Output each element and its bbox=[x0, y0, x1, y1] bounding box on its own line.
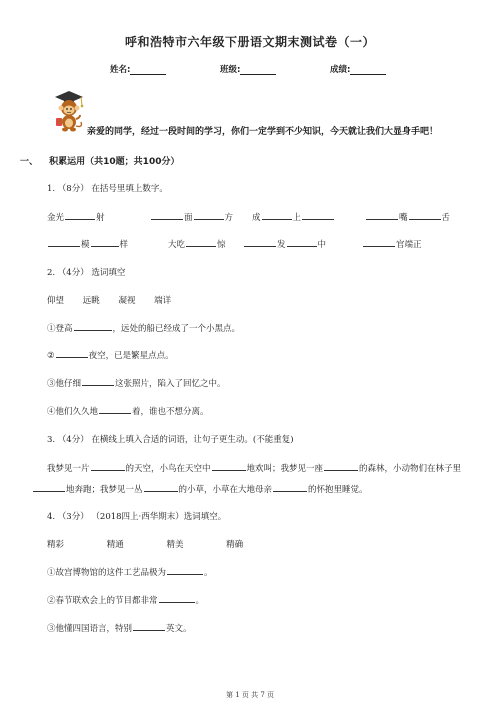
fill-blank[interactable] bbox=[186, 238, 216, 247]
greeting-text: 亲爱的同学，经过一段时间的学习，你们一定学到不少知识，今天就让我们大显身手吧！ bbox=[87, 127, 439, 137]
fill-blank[interactable] bbox=[244, 238, 276, 247]
fill-blank[interactable] bbox=[82, 377, 114, 386]
q2-sentence-4: ④他们久久地 着，谁也不想分离。 bbox=[47, 407, 209, 417]
fill-blank[interactable] bbox=[48, 238, 80, 247]
fill-blank[interactable] bbox=[194, 211, 224, 220]
q3-paragraph-line-2: 地奔跑；我梦见一丛 的小草，小草在大地母亲 的怀抱里睡觉。 bbox=[32, 483, 368, 495]
q2-option: 端详 bbox=[154, 296, 172, 306]
fill-blank[interactable] bbox=[91, 462, 125, 471]
fill-blank[interactable] bbox=[99, 405, 131, 414]
q2-option: 凝视 bbox=[118, 296, 136, 306]
question-3-stem: 3. （4分） 在横线上填入合适的词语，让句子更生动。(不能重复) bbox=[47, 435, 294, 445]
q2-sentence-1: ①登高 ，远处的船已经成了一个小黑点。 bbox=[47, 324, 241, 334]
monkey-mascot-icon bbox=[47, 88, 87, 134]
q2-sentence-2: ② 夜空，已是繁星点点。 bbox=[47, 351, 174, 361]
q1-item-2: 面 方 bbox=[150, 211, 233, 223]
fill-blank[interactable] bbox=[65, 211, 95, 220]
fill-blank[interactable] bbox=[91, 238, 119, 247]
q1-item-5: 模 样 bbox=[47, 238, 128, 250]
name-field[interactable] bbox=[110, 63, 166, 75]
name-label: 姓名: bbox=[110, 65, 131, 75]
score-field[interactable] bbox=[330, 63, 386, 75]
fill-blank[interactable] bbox=[56, 349, 88, 358]
section-title: 积累运用（共10题；共100分） bbox=[49, 157, 180, 167]
page-footer: 第 1 页 共 7 页 bbox=[225, 691, 275, 699]
q2-option: 远眺 bbox=[82, 296, 100, 306]
q4-sentence-1: ①故宫博物馆的这件工艺品极为 。 bbox=[47, 568, 213, 578]
fill-blank[interactable] bbox=[74, 322, 112, 331]
q4-options bbox=[47, 538, 243, 550]
page-title: 呼和浩特市六年级下册语文期末测试卷（一） bbox=[124, 35, 375, 49]
section-heading bbox=[20, 154, 179, 167]
question-2-stem: 2. （4分） 选词填空 bbox=[47, 268, 126, 278]
fill-blank[interactable] bbox=[409, 211, 441, 220]
section-number: 一、 bbox=[20, 157, 39, 167]
class-blank[interactable] bbox=[240, 65, 276, 75]
fill-blank[interactable] bbox=[33, 483, 65, 492]
name-blank[interactable] bbox=[130, 65, 166, 75]
q1-item-4: 嘴 舌 bbox=[365, 211, 450, 223]
fill-blank[interactable] bbox=[167, 566, 203, 575]
fill-blank[interactable] bbox=[159, 594, 195, 603]
q4-sentence-2: ②春节联欢会上的节目都非常 。 bbox=[47, 596, 205, 606]
question-1-stem: 1. （8分） 在括号里填上数字。 bbox=[47, 184, 168, 194]
fill-blank[interactable] bbox=[363, 238, 395, 247]
q1-item-7: 发 中 bbox=[243, 238, 326, 250]
fill-blank[interactable] bbox=[212, 462, 246, 471]
q1-item-8: 官端正 bbox=[362, 238, 422, 250]
fill-blank[interactable] bbox=[324, 462, 358, 471]
q1-item-3: 成 上 bbox=[252, 211, 335, 223]
q2-option: 仰望 bbox=[47, 296, 65, 306]
q3-paragraph-line-1: 我梦见一片 的天空，小鸟在天空中 地欢叫；我梦见一座 的森林，小动物们在林子里 bbox=[47, 464, 462, 474]
score-label: 成绩: bbox=[330, 65, 351, 75]
q4-sentence-3: ③他懂四国语言，特别 英文。 bbox=[47, 624, 192, 634]
q1-item-1: 金光 射 bbox=[47, 213, 105, 223]
fill-blank[interactable] bbox=[366, 211, 398, 220]
score-blank[interactable] bbox=[350, 65, 386, 75]
q2-sentence-3: ③他仔细 这张照片，陷入了回忆之中。 bbox=[47, 379, 226, 389]
q4-option: 精美 bbox=[166, 540, 184, 550]
fill-blank[interactable] bbox=[273, 483, 307, 492]
fill-blank[interactable] bbox=[262, 211, 292, 220]
q4-option: 精彩 bbox=[47, 540, 65, 550]
question-4-stem: 4. （3分） （2018四上·西华期末）选词填空。 bbox=[47, 512, 227, 522]
fill-blank[interactable] bbox=[151, 211, 183, 220]
class-field[interactable] bbox=[220, 63, 276, 75]
fill-blank[interactable] bbox=[133, 622, 165, 631]
fill-blank[interactable] bbox=[144, 483, 178, 492]
q1-item-6: 大吃 惊 bbox=[168, 240, 226, 250]
q2-options bbox=[47, 294, 171, 306]
fill-blank[interactable] bbox=[287, 238, 317, 247]
q4-option: 精通 bbox=[106, 540, 124, 550]
class-label: 班级: bbox=[220, 65, 241, 75]
fill-blank[interactable] bbox=[302, 211, 334, 220]
q4-option: 精确 bbox=[226, 540, 244, 550]
